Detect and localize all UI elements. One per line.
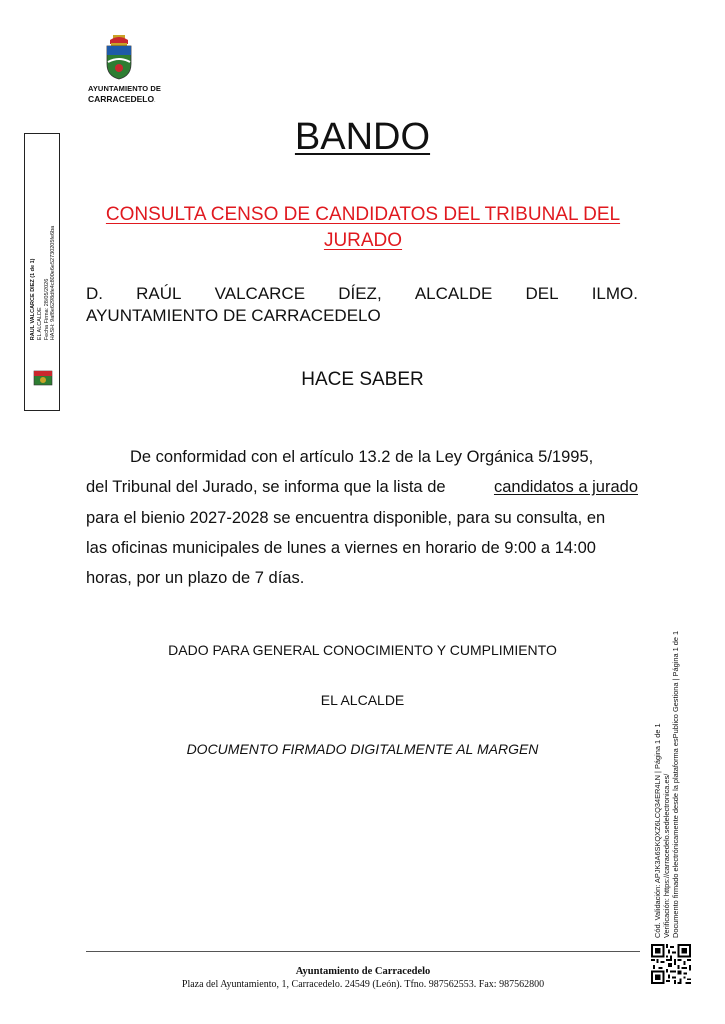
candidatos-link-text: candidatos a jurado xyxy=(493,478,638,497)
body-line: De conformidad con el artículo 13.2 de la Ley Orgánica 5/1995, xyxy=(130,448,594,466)
body-line: las oficinas municipales de lunes a viernes en horario de 9:00 a 14:00 xyxy=(86,538,596,557)
body-line: horas, por un plazo de 7 días. xyxy=(86,569,305,588)
footer-organization: Ayuntamiento de Carracedelo xyxy=(295,966,431,977)
coat-of-arms-icon xyxy=(104,34,134,80)
logo-text-line2: CARRACEDELO. xyxy=(88,94,156,104)
body-line: para el bienio 2027-2028 se encuentra disponible, para su consulta, en xyxy=(86,508,606,527)
signature-text: RAUL VALCARCE DIEZ (1 de 1) EL ALCALDE Fecha Firma: 28/05/2026 HASH: 9af8e6298dfe4c800e6e52730205fe6ba xyxy=(30,225,57,340)
mayor-statement: D. RAÚL VALCARCE DÍEZ, ALCALDE DEL ILMO. AYUNTAMIENTO DE CARRACEDELO xyxy=(86,284,638,325)
digital-signature-note: DOCUMENTO FIRMADO DIGITALMENTE AL MARGEN xyxy=(186,741,539,757)
qr-code-icon[interactable] xyxy=(651,944,691,984)
document-title: BANDO xyxy=(294,116,431,158)
document-subtitle: CONSULTA CENSO DE CANDIDATOS DEL TRIBUNAL DEL JURADO xyxy=(105,204,621,251)
body-line: del Tribunal del Jurado, se informa que la lista de candidatos a jurado xyxy=(86,472,638,502)
footer-divider xyxy=(86,951,640,952)
hace-saber-heading: HACE SABER xyxy=(301,369,424,390)
signatory-title: EL ALCALDE xyxy=(320,692,405,708)
footer-address: Plaza del Ayuntamiento, 1, Carracedelo. 24549 (León). Tfno. 987562553. Fax: 987562800 xyxy=(181,979,545,990)
verification-text: Cód. Validación: APJK3A6SKQXZ6LCQ34ER4LN | Página 1 de 1 Verificación: https://carracedelo.sedelectronica.es/ Documento firmado electrónicamente desde la plataforma esPublico Gestiona | Página 1 de 1 xyxy=(653,630,681,938)
logo-text-line1: AYUNTAMIENTO DE xyxy=(88,84,162,93)
closing-statement: DADO PARA GENERAL CONOCIMIENTO Y CUMPLIMIENTO xyxy=(168,642,557,658)
body-paragraph xyxy=(86,442,638,593)
